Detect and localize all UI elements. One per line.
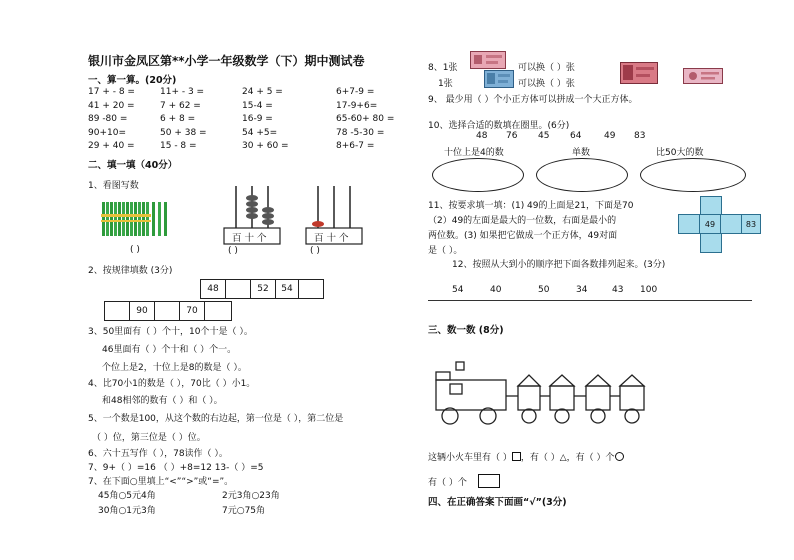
q10-label: 10、选择合适的数填在圈里。(6分) (428, 121, 570, 131)
circle-icon (615, 452, 624, 461)
calc-problem: 90+10= (88, 127, 126, 138)
q3-line-3: 个位上是2，十位上是8的数是（ ）。 (102, 363, 247, 373)
q10-category-label: 比50大的数 (656, 148, 704, 158)
rectangle-icon (478, 474, 500, 488)
section-divider (428, 300, 752, 301)
calc-problem: 30 + 60 = (242, 141, 289, 151)
q8-line-1: 8、1张 (428, 63, 458, 73)
square-icon (512, 452, 521, 461)
calc-problem: 7 + 62 = (160, 100, 201, 111)
section-2-heading: 二、填一填（40分） (88, 160, 178, 171)
cube-face-83: 83 (741, 214, 761, 234)
q10-number: 48 (476, 131, 488, 141)
calc-problem: 8+6-7 = (336, 141, 375, 151)
banknote-icon (620, 62, 658, 84)
q12-number: 43 (612, 285, 624, 295)
calc-problem: 89 -80 = (88, 114, 128, 124)
q5-line-1: 5、一个数是100，从这个数的右边起，第一位是（ ），第二位是 (88, 414, 344, 424)
abacus-1-blank: ( ) (228, 246, 238, 256)
q12-number: 40 (490, 285, 502, 295)
q10-category-label: 单数 (572, 148, 591, 158)
q12-number: 100 (640, 285, 658, 295)
q11-line-2: （2）49的左面是最大的一位数，右面是最小的 (428, 216, 617, 226)
q3-line-1: 3、50里面有（ ）个十，10个十是（ ）。 (88, 327, 253, 337)
q8-line-2-rest: 可以换（ ）张 (518, 79, 575, 89)
calc-problem: 17 + - 8 = (88, 87, 135, 97)
q10-number: 45 (538, 131, 550, 141)
calc-problem: 16-9 = (242, 114, 273, 124)
sequence-cell (154, 301, 180, 321)
answer-oval (640, 158, 746, 192)
section-3-heading: 三、数一数 (8分) (428, 325, 504, 336)
q9-line: 9、 最少用（ ）个小正方体可以拼成一个大正方体。 (428, 95, 638, 105)
sequence-cell (225, 279, 251, 299)
calc-problem: 29 + 40 = (88, 141, 135, 151)
calc-problem: 78 -5-30 = (336, 127, 385, 138)
q4-line-1: 4、比70小1的数是（ ），70比（ ）小1。 (88, 379, 256, 389)
q11-line-1: 11、按要求填一填：(1) 49的上面是21，下面是70 (428, 201, 634, 211)
q6-line: 6、六十五写作（ ），78读作（ ）。 (88, 449, 228, 459)
sequence-cell: 52 (250, 279, 276, 299)
sequence-cell: 70 (179, 301, 205, 321)
calc-problem: 24 + 5 = (242, 87, 283, 97)
sticks-image (100, 200, 180, 240)
train-question-line-1: 这辆小火车里有（ ） ，有（ ）△，有（ ）个 (428, 450, 624, 463)
sequence-cell: 48 (200, 279, 226, 299)
q3-line-2: 46里面有（ ）个十和（ ）个一。 (102, 345, 237, 355)
calc-problem: 54 +5= (242, 127, 278, 138)
q10-number: 76 (506, 131, 518, 141)
compare-1-1: 45角○5元4角 (98, 491, 156, 501)
sequence-cell (104, 301, 130, 321)
calc-problem: 6+7-9 = (336, 87, 375, 97)
calc-problem: 15-4 = (242, 100, 273, 111)
banknote-icon (470, 51, 506, 69)
train-image (428, 350, 678, 428)
calc-problem: 15 - 8 = (160, 141, 197, 151)
train-question-line-2: 有（ ）个 (428, 474, 500, 488)
calc-problem: 50 + 38 = (160, 127, 207, 138)
section-1-heading: 一、算一算。(20分) (88, 75, 177, 86)
q2-label: 2、按规律填数 (3分) (88, 266, 173, 276)
sequence-cell (204, 301, 232, 321)
compare-2-1: 30角○1元3角 (98, 506, 156, 516)
calc-problem: 41 + 20 = (88, 100, 135, 111)
calc-problem: 17-9+6= (336, 100, 378, 111)
q12-number: 50 (538, 285, 550, 295)
q10-number: 83 (634, 131, 646, 141)
q10-number: 49 (604, 131, 616, 141)
banknote-icon (683, 68, 723, 84)
q1-label: 1、看图写数 (88, 181, 139, 191)
q12-label: 12、按照从大到小的顺序把下面各数排列起来。(3分) (452, 260, 666, 270)
q11-line-3: 两位数。(3) 如果把它做成一个正方体，49对面 (428, 231, 618, 241)
calc-problem: 11+ - 3 = (160, 87, 205, 97)
section-4-heading: 四、在正确答案下面画“√”(3分) (428, 497, 567, 508)
compare-2-2: 7元○75角 (222, 506, 266, 516)
q8-line-1-rest: 可以换（ ）张 (518, 63, 575, 73)
q12-number: 34 (576, 285, 588, 295)
sequence-cell (298, 279, 324, 299)
q5-line-2: （ ）位，第三位是（ ）位。 (92, 433, 206, 443)
q8-line-2: 1张 (438, 79, 453, 89)
cube-net (678, 196, 760, 256)
page-title: 银川市金凤区第**小学一年级数学（下）期中测试卷 (88, 54, 365, 68)
q1-answer-blank: ( ) (130, 245, 140, 255)
q12-number: 54 (452, 285, 464, 295)
calc-problem: 6 + 8 = (160, 114, 196, 124)
answer-oval (536, 158, 628, 192)
abacus-2-blank: ( ) (310, 246, 320, 256)
answer-oval (432, 158, 524, 192)
abacus-1-label: 百 十 个 (232, 233, 267, 244)
banknote-icon (484, 70, 514, 88)
q11-line-4: 是（ ）。 (428, 246, 463, 256)
q10-number: 64 (570, 131, 582, 141)
stick-bundle-icon (101, 202, 167, 236)
cube-face-49: 49 (699, 214, 721, 234)
q7b-line: 7、在下面○里填上“<”“>”或“=”。 (88, 477, 234, 487)
q7a-line: 7、9+（ ）=16 （ ）+8=12 13-（ ）=5 (88, 463, 264, 473)
compare-1-2: 2元3角○23角 (222, 491, 280, 501)
sequence-cell: 90 (129, 301, 155, 321)
sequence-cell: 54 (275, 279, 299, 299)
calc-problem: 65-60+ 80 = (336, 114, 395, 124)
abacus-2-label: 百 十 个 (314, 233, 349, 244)
q4-line-2: 和48相邻的数有（ ）和（ ）。 (102, 396, 223, 406)
q10-category-label: 十位上是4的数 (444, 148, 504, 158)
